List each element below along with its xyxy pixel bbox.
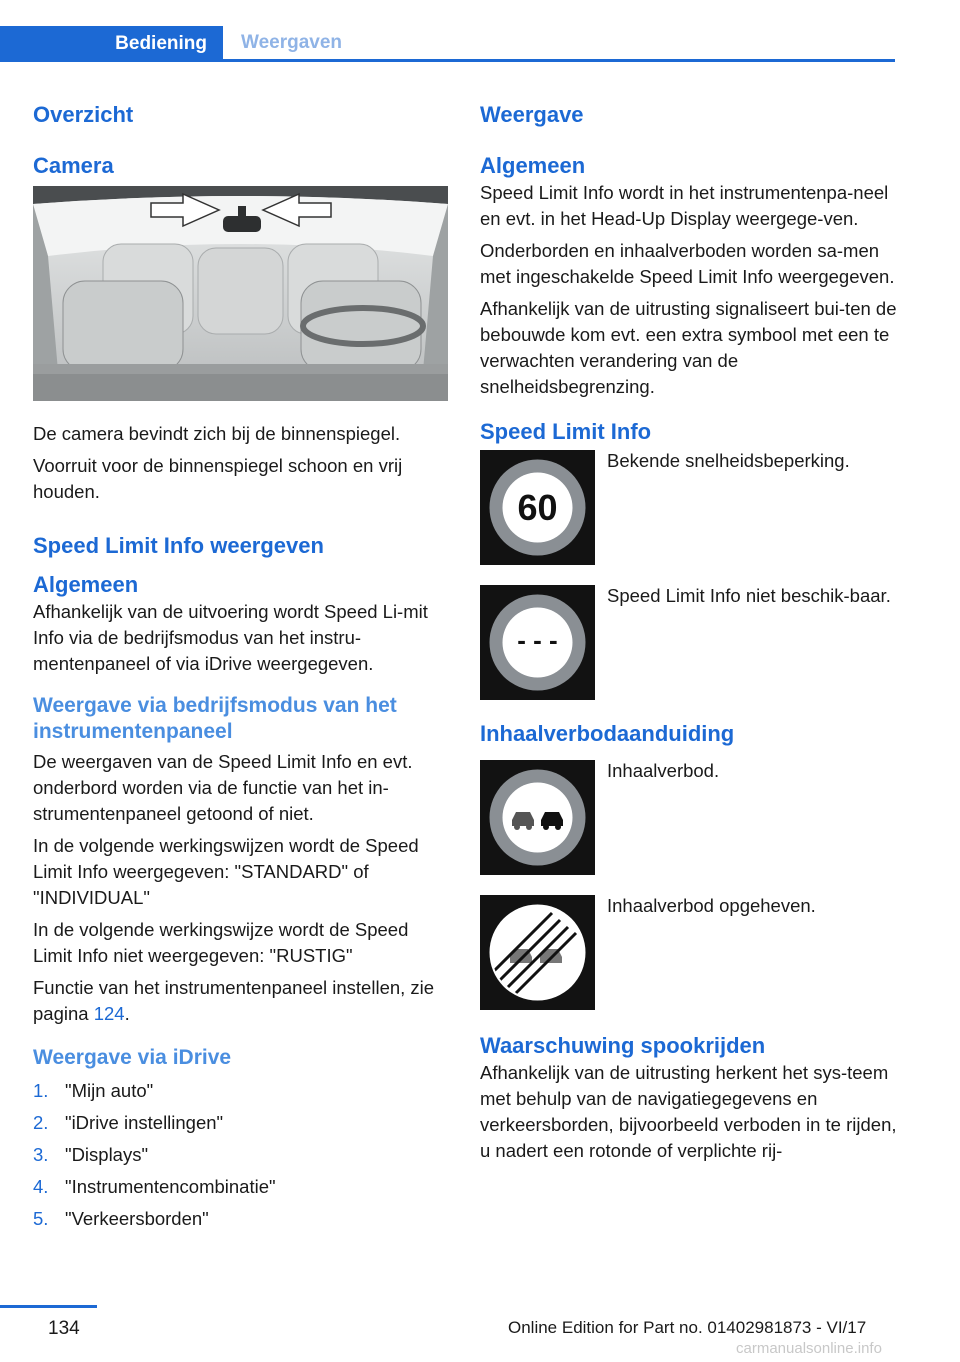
- sign-row-unavailable: [480, 585, 898, 700]
- heading-inhaalverbodaanduiding: Inhaalverbodaanduiding: [480, 721, 735, 746]
- bedrijfsmodus-text-2: In de volgende werkingswijzen wordt de Speed Limit Info weergegeven: "STANDARD" of "INDIVIDUAL": [33, 835, 419, 908]
- sign-end-no-overtaking-description: Inhaalverbod opgeheven.: [607, 895, 816, 916]
- heading-camera: Camera: [33, 153, 114, 178]
- watermark: carmanualsonline.info: [736, 1340, 882, 1357]
- tab-bediening[interactable]: Bediening: [0, 26, 223, 62]
- left-column: [33, 100, 448, 1235]
- list-item: 4. "Instrumentencombinatie": [33, 1176, 276, 1197]
- list-item: 5. "Verkeersborden": [33, 1208, 209, 1229]
- algemeen-text: Afhankelijk van de uitvoering wordt Speed Li-mit Info via de bedrijfsmodus van het instru-mentenpaneel of via iDrive weergegeven.: [33, 601, 428, 674]
- speed-limit-60-sign-icon: [480, 450, 595, 565]
- svg-text:60: 60: [517, 487, 558, 528]
- camera-text-1: De camera bevindt zich bij de binnenspiegel.: [33, 423, 401, 444]
- heading-speed-limit-info-weergeven: Speed Limit Info weergeven: [33, 533, 324, 558]
- bedrijfsmodus-text-1: De weergaven van de Speed Limit Info en evt. onderbord worden via de functie van het in-strumentenpaneel getoond of niet.: [33, 751, 413, 824]
- sign-row-60: [480, 450, 898, 565]
- sign-row-no-overtaking: [480, 760, 898, 875]
- heading-weergave-idrive: Weergave via iDrive: [33, 1046, 232, 1069]
- list-item: 2. "iDrive instellingen": [33, 1112, 224, 1133]
- heading-weergave: Weergave: [480, 102, 584, 127]
- sign-60-description: Bekende snelheidsbeperking.: [607, 450, 850, 471]
- list-item: 3. "Displays": [33, 1144, 149, 1165]
- page-number: 134: [48, 1318, 80, 1339]
- camera-text-2: Voorruit voor de binnenspiegel schoon en vrij houden.: [33, 455, 403, 502]
- weergave-text-2: Onderborden en inhaalverboden worden sa-men met ingeschakelde Speed Limit Info weergegeven.: [480, 240, 895, 287]
- right-column: [480, 100, 898, 1170]
- header-rule: [0, 59, 895, 62]
- list-item: 1. "Mijn auto": [33, 1080, 154, 1101]
- heading-waarschuwing-spookrijden: Waarschuwing spookrijden: [480, 1033, 766, 1058]
- heading-algemeen-left: Algemeen: [33, 572, 139, 597]
- spookrijden-text: Afhankelijk van de uitrusting herkent het sys-teem met behulp van de navigatiegegevens en verkeersborden, bijvoorbeeld verboden in te rijden, u nadert een rotonde of verplichte rij-: [480, 1062, 897, 1161]
- end-no-overtaking-sign-icon: [480, 895, 595, 1010]
- svg-text:- - -: - - -: [517, 625, 558, 655]
- edition-text: Online Edition for Part no. 01402981873 - VI/17: [508, 1318, 867, 1337]
- header-tabbar: [0, 26, 895, 62]
- idrive-steps-list: [33, 1075, 448, 1235]
- footer-rule: [0, 1305, 97, 1308]
- heading-speed-limit-info: Speed Limit Info: [480, 419, 652, 444]
- sign-row-end-no-overtaking: [480, 895, 898, 1010]
- no-overtaking-sign-icon: [480, 760, 595, 875]
- page-link-124[interactable]: 124: [93, 1003, 125, 1024]
- bedrijfsmodus-text-3: In de volgende werkingswijze wordt de Speed Limit Info niet weergegeven: "RUSTIG": [33, 919, 409, 966]
- weergave-text-3: Afhankelijk van de uitrusting signaliseert bui-ten de bebouwde kom evt. een extra symbool met een te verwachten verandering van de snelheidsbegrenzing.: [480, 298, 897, 397]
- speed-limit-unavailable-sign-icon: [480, 585, 595, 700]
- camera-interior-photo: [33, 186, 448, 401]
- weergave-text-1: Speed Limit Info wordt in het instrumentenpa-neel en evt. in het Head-Up Display weergege-ven.: [480, 182, 889, 229]
- bedrijfsmodus-text-4: Functie van het instrumentenpaneel instellen, zie pagina 124.: [33, 977, 435, 1024]
- heading-algemeen-right: Algemeen: [480, 153, 586, 178]
- heading-overzicht: Overzicht: [33, 102, 134, 127]
- heading-weergave-bedrijfsmodus: Weergave via bedrijfsmodus van het instrumentenpaneel: [33, 694, 397, 743]
- tab-weergaven[interactable]: Weergaven: [241, 31, 343, 53]
- sign-no-overtaking-description: Inhaalverbod.: [607, 760, 720, 781]
- sign-unavailable-description: Speed Limit Info niet beschik-baar.: [607, 585, 891, 606]
